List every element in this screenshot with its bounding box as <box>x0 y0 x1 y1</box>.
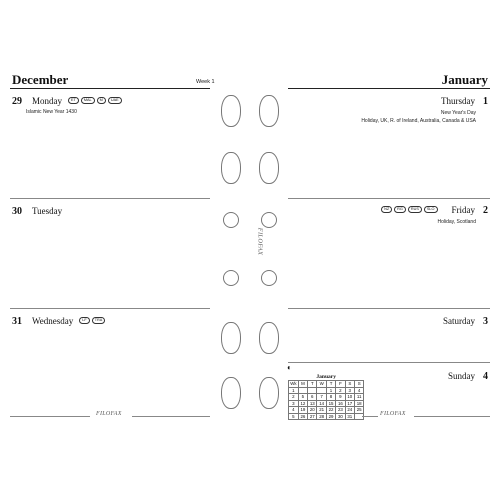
right-footer-rule <box>362 416 378 417</box>
binder-hole-oval <box>221 377 241 409</box>
date-cell: 13 <box>308 400 317 407</box>
holiday-badge: M <box>97 97 106 104</box>
week-number: Week 1 <box>196 79 215 85</box>
date-cell: 2 <box>336 387 345 394</box>
left-header-rule <box>10 88 210 89</box>
week-cell: 5 <box>289 413 299 420</box>
calendar-header: W <box>317 381 326 388</box>
date-cell: 6 <box>308 394 317 401</box>
day-entry-1[interactable] <box>288 91 488 124</box>
holiday-badge: TRA <box>92 317 106 324</box>
binder-hole-oval <box>259 152 279 184</box>
date-cell: 14 <box>317 400 326 407</box>
day-number: 1 <box>483 96 488 107</box>
date-cell: 19 <box>298 407 307 414</box>
week-cell: 4 <box>289 407 299 414</box>
date-cell: 26 <box>298 413 307 420</box>
day-name: Thursday <box>441 96 475 106</box>
calendar-header: S <box>345 381 354 388</box>
date-cell: 29 <box>326 413 335 420</box>
center-filofax-logo: FILOFAX <box>256 227 264 256</box>
date-cell: 18 <box>354 400 363 407</box>
calendar-header: T <box>326 381 335 388</box>
day-name: Friday <box>451 205 475 215</box>
day-name: Wednesday <box>32 316 74 326</box>
calendar-header: Wk <box>290 381 297 387</box>
holiday-badge: RUS <box>408 206 422 213</box>
day-divider <box>288 308 490 309</box>
mini-calendar-title: January <box>316 374 336 380</box>
day-name: Sunday <box>448 371 475 381</box>
calendar-header: T <box>308 381 317 388</box>
holiday-badge: RG <box>394 206 406 213</box>
binder-hole-round <box>223 270 239 286</box>
date-cell: 1 <box>326 387 335 394</box>
day-number: 4 <box>483 371 488 382</box>
calendar-header: M <box>298 381 307 388</box>
day-note: New Year's Day <box>440 110 476 116</box>
binder-hole-round <box>261 212 277 228</box>
moon-phase-icon: ◐ <box>287 363 292 372</box>
mini-calendar-grid <box>288 380 364 420</box>
date-cell: 3 <box>345 387 354 394</box>
date-cell: 16 <box>336 400 345 407</box>
date-cell: 23 <box>336 407 345 414</box>
left-month-title: December <box>12 72 69 87</box>
day-divider <box>10 198 210 199</box>
day-number: 2 <box>483 205 488 216</box>
date-cell: 20 <box>308 407 317 414</box>
filofax-logo: FILOFAX <box>380 411 406 417</box>
binder-hole-oval <box>259 95 279 127</box>
holiday-badge: NZ <box>381 206 392 213</box>
binder-hole-oval <box>259 322 279 354</box>
day-divider <box>288 198 490 199</box>
binder-hole-oval <box>221 152 241 184</box>
left-footer-rule <box>10 416 90 417</box>
date-cell: 21 <box>317 407 326 414</box>
holiday-badge: UAE <box>108 97 122 104</box>
day-entry-31[interactable] <box>12 311 210 329</box>
left-footer-rule <box>132 416 210 417</box>
binder-hole-round <box>223 212 239 228</box>
calendar-header: F <box>336 381 345 388</box>
date-cell: 4 <box>354 387 363 394</box>
day-note: Holiday, Scotland <box>437 219 476 225</box>
day-entry-2[interactable] <box>288 200 488 225</box>
date-cell: 28 <box>317 413 326 420</box>
day-note: Islamic New Year 1430 <box>26 109 77 115</box>
date-cell: 24 <box>345 407 354 414</box>
date-cell: 25 <box>354 407 363 414</box>
day-entry-3[interactable] <box>288 311 488 329</box>
date-cell: 8 <box>326 394 335 401</box>
day-entry-4[interactable] <box>368 366 488 384</box>
filofax-logo: FILOFAX <box>96 411 122 417</box>
date-cell: 22 <box>326 407 335 414</box>
day-entry-29[interactable] <box>12 91 210 115</box>
right-footer-rule <box>414 416 490 417</box>
day-divider <box>10 308 210 309</box>
week-cell: 2 <box>289 394 299 401</box>
date-cell: 15 <box>326 400 335 407</box>
date-cell: 7 <box>317 394 326 401</box>
day-note: Holiday, UK, R. of Ireland, Australia, Canada & USA <box>361 118 476 124</box>
day-number: 29 <box>12 96 22 107</box>
day-number: 3 <box>483 316 488 327</box>
day-number: 31 <box>12 316 22 327</box>
calendar-header: S <box>354 381 363 388</box>
mini-calendar <box>288 374 364 420</box>
holiday-badge: MAL <box>81 97 95 104</box>
day-name: Monday <box>32 96 62 106</box>
day-divider <box>288 362 490 363</box>
day-name: Saturday <box>443 316 475 326</box>
date-cell: 17 <box>345 400 354 407</box>
holiday-badge: LF <box>79 317 89 324</box>
binder-hole-oval <box>221 322 241 354</box>
binder-hole-oval <box>259 377 279 409</box>
week-cell: 1 <box>289 387 299 394</box>
date-cell: 30 <box>336 413 345 420</box>
date-cell: 5 <box>298 394 307 401</box>
date-cell: 9 <box>336 394 345 401</box>
right-header-rule <box>288 88 490 89</box>
date-cell: 10 <box>345 394 354 401</box>
day-name: Tuesday <box>32 206 63 216</box>
binder-hole-oval <box>221 95 241 127</box>
holiday-badge: SLO <box>424 206 438 213</box>
date-cell: 27 <box>308 413 317 420</box>
holiday-badge: ET <box>68 97 79 104</box>
date-cell: 11 <box>354 394 363 401</box>
date-cell: 12 <box>298 400 307 407</box>
day-number: 30 <box>12 206 22 217</box>
right-month-title: January <box>441 72 488 87</box>
date-cell: 31 <box>345 413 354 420</box>
week-cell: 3 <box>289 400 299 407</box>
binder-hole-round <box>261 270 277 286</box>
day-entry-30[interactable] <box>12 201 210 219</box>
